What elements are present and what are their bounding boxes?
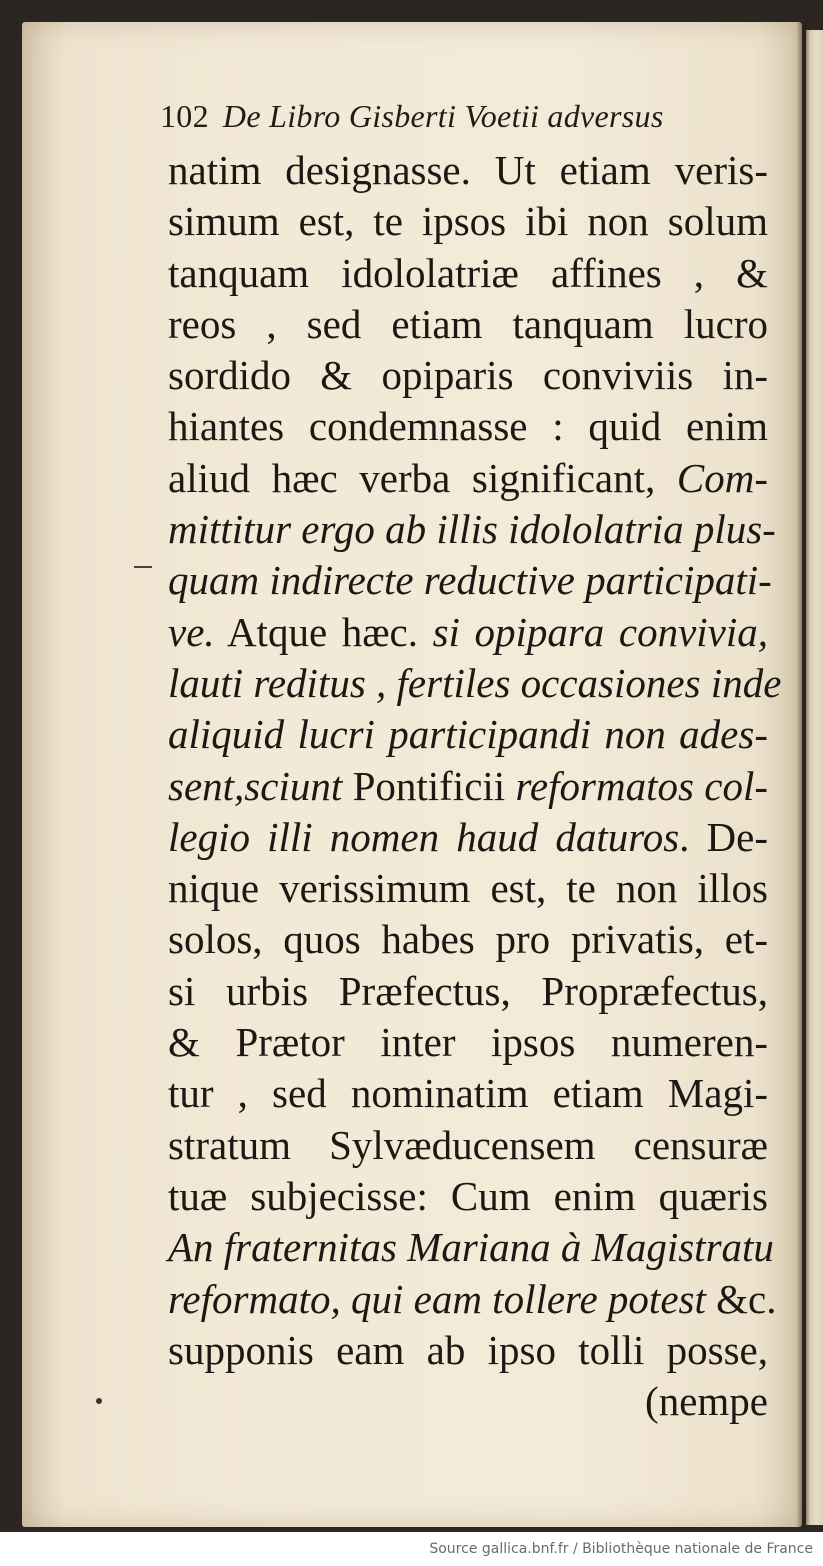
text-segment: Pontificii bbox=[352, 762, 516, 809]
text-segment: aliquid lucri participandi non ades- bbox=[168, 711, 768, 758]
text-line bbox=[168, 196, 768, 247]
text-line bbox=[168, 453, 768, 504]
running-title: De Libro Gisberti Voetii adversus bbox=[222, 98, 664, 134]
running-header bbox=[160, 98, 780, 138]
text-segment: tanquam idololatriæ affines , & bbox=[168, 249, 768, 296]
text-line bbox=[168, 709, 768, 760]
text-segment: natim designasse. Ut etiam veris- bbox=[168, 147, 768, 193]
text-line bbox=[168, 607, 768, 658]
text-line bbox=[168, 914, 768, 965]
text-line bbox=[168, 299, 768, 350]
text-segment: reformato, qui eam tollere potest bbox=[168, 1275, 717, 1322]
text-segment: mittitur ergo ab illis idololatria plus- bbox=[168, 506, 776, 553]
text-line bbox=[168, 1222, 774, 1273]
text-line bbox=[168, 350, 768, 401]
text-line bbox=[168, 555, 772, 606]
text-segment: sordido & opiparis conviviis in- bbox=[168, 352, 768, 399]
text-line bbox=[168, 1171, 768, 1222]
text-segment: nique verissimum est, te non illos bbox=[168, 865, 768, 912]
text-line bbox=[168, 401, 768, 452]
catchword: (nempe bbox=[645, 1378, 768, 1425]
text-line bbox=[168, 1120, 768, 1171]
text-segment: sent,sciunt bbox=[168, 762, 353, 809]
body-text bbox=[168, 145, 782, 1427]
text-line bbox=[168, 812, 768, 863]
text-segment: &c. bbox=[716, 1275, 777, 1322]
text-segment: si opipara convivia, bbox=[432, 608, 768, 655]
text-segment: simum est, te ipsos ibi non solum bbox=[168, 198, 768, 245]
text-segment: tur , sed nominatim etiam Magi- bbox=[168, 1070, 768, 1117]
text-segment: solos, quos habes pro privatis, et- bbox=[168, 916, 768, 963]
text-segment: An fraternitas Mariana à Magistratu bbox=[168, 1224, 774, 1271]
text-segment: reos , sed etiam tanquam lucro bbox=[168, 300, 768, 347]
ink-speck bbox=[96, 1398, 102, 1404]
text-line bbox=[168, 658, 782, 709]
text-line bbox=[168, 1274, 777, 1325]
text-segment: & Prætor inter ipsos numeren- bbox=[168, 1019, 768, 1066]
text-line bbox=[168, 863, 768, 914]
text-segment: quam indirecte reductive participati- bbox=[168, 557, 772, 604]
text-line bbox=[168, 248, 768, 299]
gutter-shadow bbox=[796, 22, 810, 1527]
text-line bbox=[168, 1325, 768, 1376]
text-segment: stratum Sylvæducensem censuræ bbox=[168, 1121, 768, 1168]
text-line bbox=[168, 504, 776, 555]
page-number: 102 bbox=[160, 98, 209, 134]
text-line bbox=[168, 966, 768, 1017]
text-segment: tuæ subjecisse: Cum enim quæris bbox=[168, 1172, 768, 1219]
text-line bbox=[168, 761, 768, 812]
text-line bbox=[168, 1068, 768, 1119]
text-segment: ve. bbox=[168, 608, 215, 655]
text-segment: si urbis Præfectus, Propræfectus, bbox=[168, 967, 768, 1014]
text-segment: legio illi nomen haud daturos bbox=[168, 813, 680, 860]
text-segment: lauti reditus , fertiles occasiones inde bbox=[168, 659, 782, 706]
text-segment: reformatos col- bbox=[515, 762, 768, 809]
text-segment: . De- bbox=[679, 813, 768, 860]
text-line bbox=[168, 145, 768, 196]
text-segment: supponis eam ab ipso tolli posse, bbox=[168, 1326, 768, 1373]
margin-mark bbox=[134, 566, 152, 568]
text-segment: Atque hæc. bbox=[214, 608, 433, 655]
text-segment: hiantes condemnasse : quid enim bbox=[168, 403, 768, 450]
text-segment: aliud hæc verba significant, bbox=[168, 454, 677, 501]
text-line bbox=[168, 1017, 768, 1068]
text-segment: Com- bbox=[676, 454, 768, 501]
source-credit: Source gallica.bnf.fr / Bibliothèque nationale de France bbox=[429, 1541, 813, 1557]
